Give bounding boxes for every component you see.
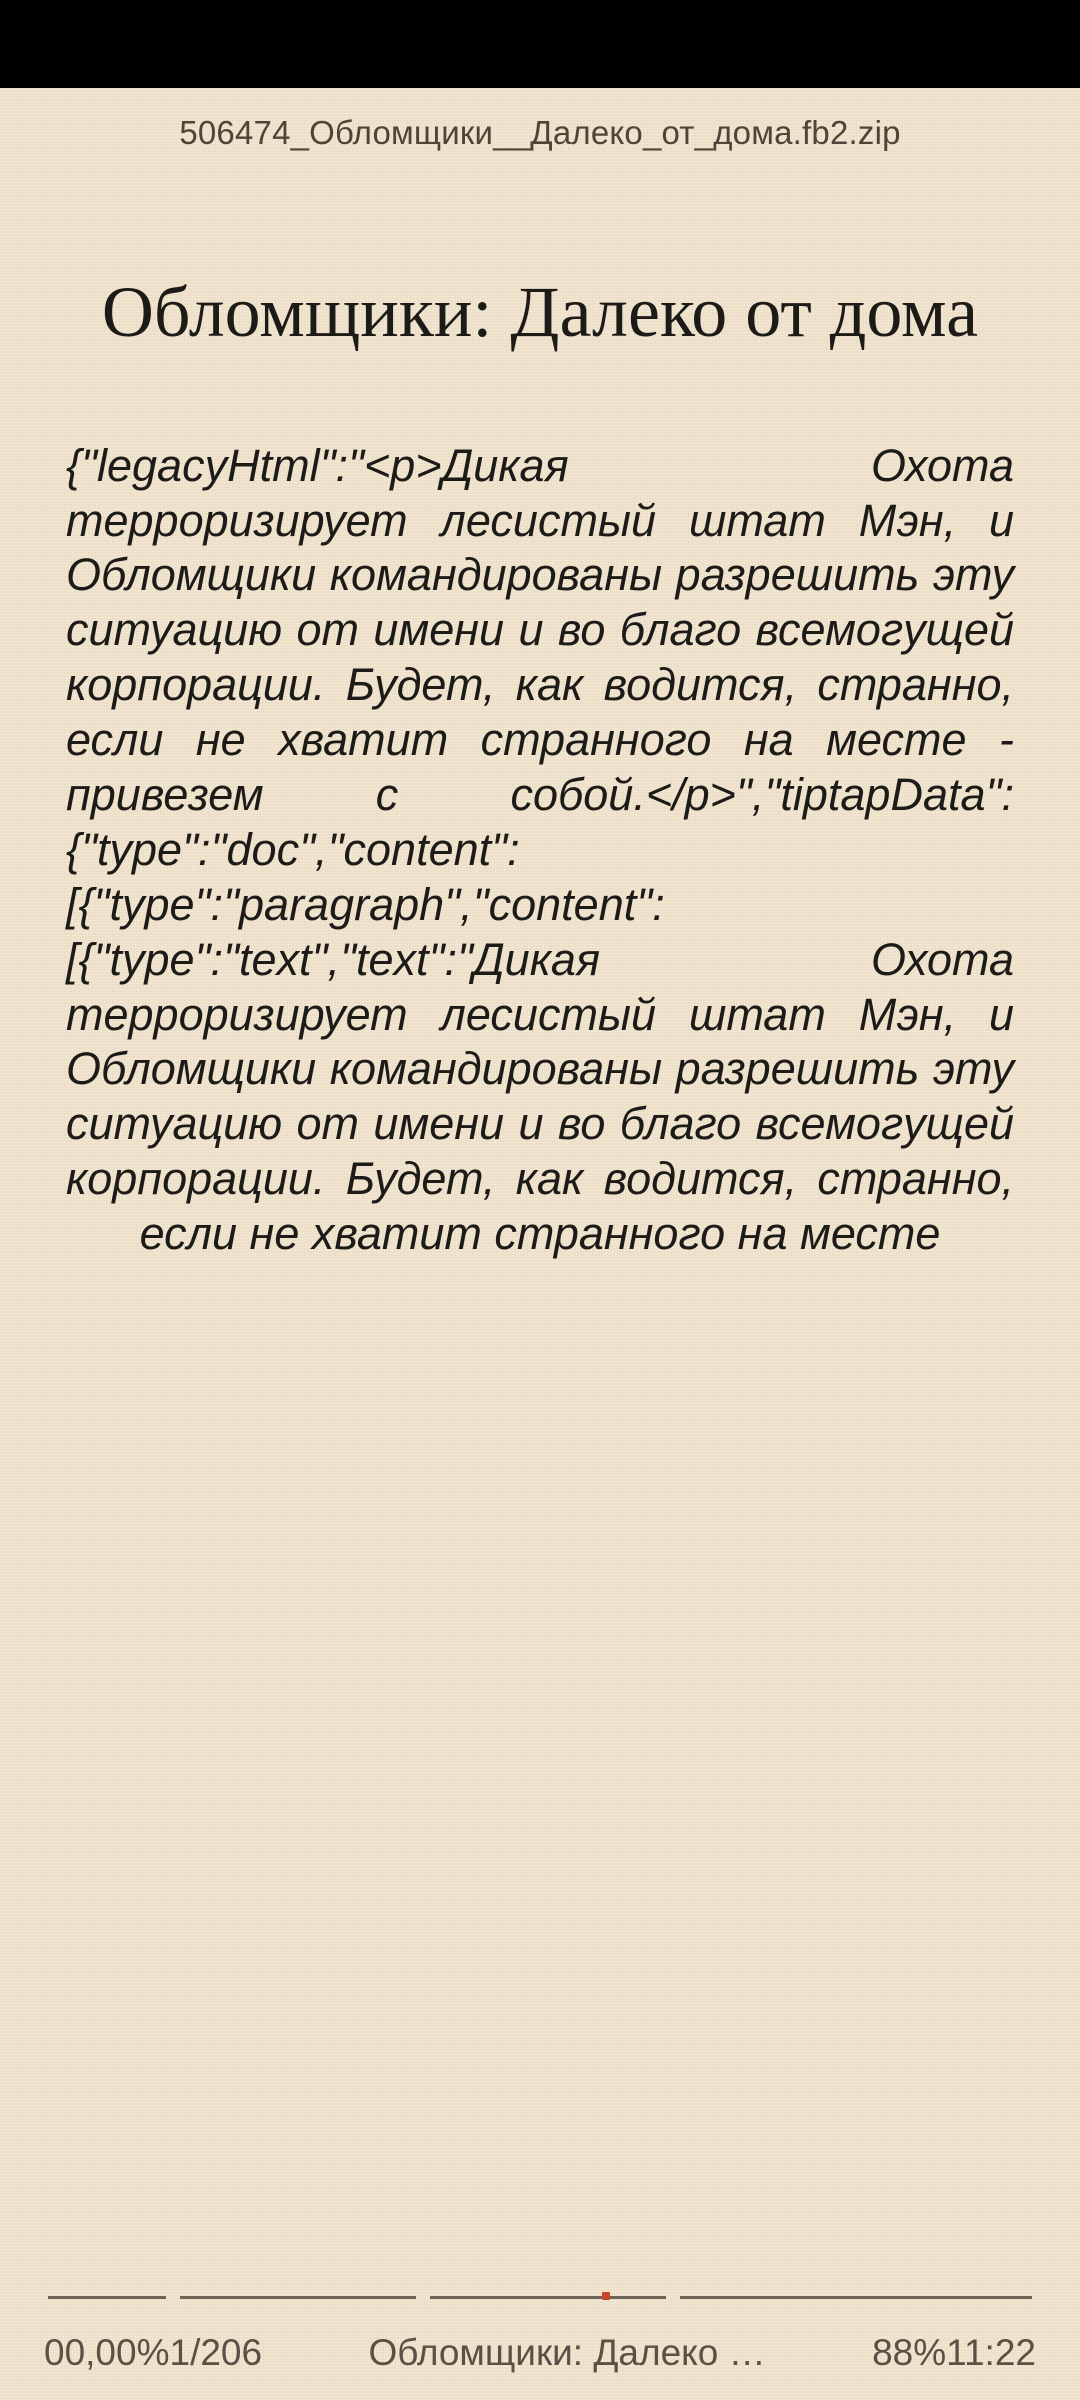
progress-tick-gap	[416, 2296, 430, 2299]
page-indicator: 1/206	[169, 2332, 263, 2373]
book-title: Обломщики: Далеко от дома	[101, 272, 979, 352]
battery-level: 88%	[872, 2332, 947, 2373]
book-body-text: {"legacyHtml":"<p>Дикая Охота терроризирует лесистый штат Мэн, и Обломщики командированы разрешить эту ситуацию от имени и во благо всемогущей корпорации. Будет, как водится, странно, если не хватит странного на месте - привезем с собой.</p>","tiptapData":{"type":"doc","content":[{"type":"paragraph","content":[{"type":"text","text":"Дикая Охота терроризирует лесистый штат Мэн, и Обломщики командированы разрешить эту ситуацию от имени и во благо всемогущей корпорации. Будет, как водится, странно, если не хватит странного на месте	[66, 439, 1014, 1260]
progress-tick-gap	[166, 2296, 180, 2299]
clock: 11:22	[946, 2332, 1036, 2373]
reading-progress-bar[interactable]	[48, 2290, 1032, 2304]
progress-position-marker	[602, 2292, 610, 2300]
reader-page[interactable]	[0, 88, 1080, 2400]
progress-track	[48, 2296, 1032, 2299]
progress-tick-gap	[666, 2296, 680, 2299]
chapter-title: Обломщики: Далеко …	[368, 2332, 766, 2373]
status-bar	[0, 0, 1080, 88]
reader-status-bar	[0, 2332, 1080, 2374]
file-name-header: 506474_Обломщики__Далеко_от_дома.fb2.zip	[179, 114, 901, 151]
progress-percent: 00,00%	[44, 2332, 170, 2373]
